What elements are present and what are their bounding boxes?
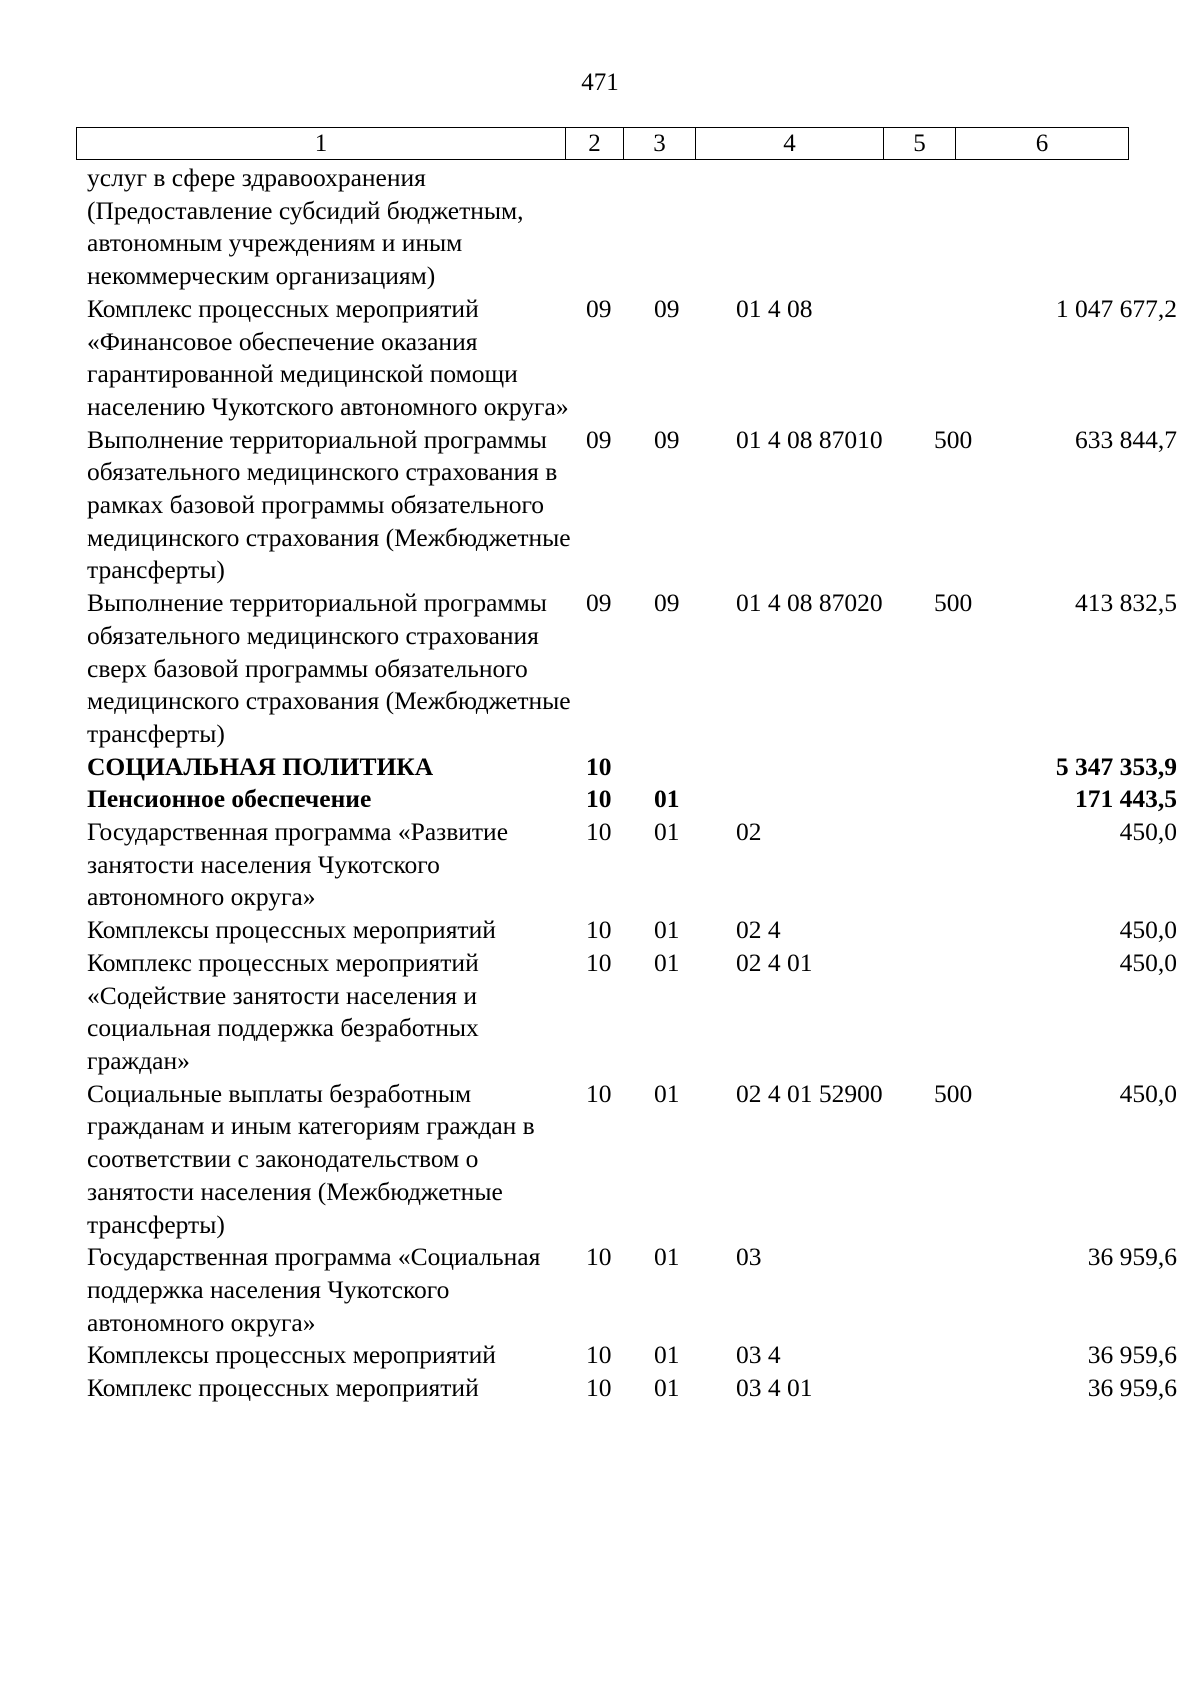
column-header-2: 2 — [566, 128, 624, 160]
table-row — [76, 424, 1188, 588]
row-amount-cell: 171 443,5 — [1075, 784, 1177, 814]
row-subsection-cell: 09 — [654, 293, 680, 323]
row-expense-type-cell — [923, 914, 1005, 947]
row-amount-cell: 36 959,6 — [1087, 1242, 1177, 1272]
row-name-cell: Комплексы процессных мероприятий — [87, 915, 496, 945]
column-header-5: 5 — [884, 128, 956, 160]
row-target-article-cell: 02 4 — [736, 915, 781, 945]
row-subsection-cell: 09 — [654, 588, 680, 618]
row-amount-cell: 450,0 — [1119, 915, 1177, 945]
row-expense-type-cell — [923, 293, 1005, 424]
row-target-article-cell: 03 — [736, 1242, 762, 1272]
row-subsection-cell — [643, 162, 725, 293]
row-amount-cell: 36 959,6 — [1087, 1373, 1177, 1403]
row-expense-type-cell — [923, 783, 1005, 816]
row-name-cell: Комплексы процессных мероприятий — [87, 1340, 496, 1370]
table-row — [76, 587, 1188, 751]
row-expense-type-cell — [923, 1339, 1005, 1372]
row-name-cell: Государственная программа «Развитие занятости населения Чукотского автономного округа» — [87, 817, 509, 912]
row-section-cell: 09 — [586, 293, 612, 323]
row-amount-cell — [1005, 162, 1188, 293]
row-expense-type-cell — [923, 1241, 1005, 1339]
row-target-article-cell — [725, 162, 923, 293]
row-target-article-cell: 02 4 01 52900 — [736, 1078, 883, 1108]
row-subsection-cell: 01 — [654, 1078, 680, 1108]
row-expense-type-cell: 500 — [934, 1078, 973, 1108]
table-row — [76, 783, 1188, 816]
row-name-cell: Комплекс процессных мероприятий — [87, 1373, 479, 1403]
budget-table-body — [76, 162, 1188, 1405]
row-target-article-cell: 03 4 — [736, 1340, 781, 1370]
table-row — [76, 293, 1188, 424]
row-name-cell: Пенсионное обеспечение — [87, 784, 372, 814]
row-section-cell: 10 — [586, 1078, 612, 1108]
row-subsection-cell: 01 — [654, 1340, 680, 1370]
column-header-3: 3 — [624, 128, 696, 160]
table-row — [76, 751, 1188, 784]
row-amount-cell: 450,0 — [1119, 1078, 1177, 1108]
row-expense-type-cell: 500 — [934, 424, 973, 454]
row-name-cell: Социальные выплаты безработным гражданам и иным категориям граждан в соответствии с законодательством о занятости населения (Межбюджетные трансферты) — [87, 1078, 535, 1239]
column-header-1: 1 — [77, 128, 566, 160]
row-expense-type-cell — [923, 816, 1005, 914]
row-subsection-cell: 01 — [654, 817, 680, 847]
row-amount-cell: 36 959,6 — [1087, 1340, 1177, 1370]
row-name-cell: услуг в сфере здравоохранения (Предоставление субсидий бюджетным, автономным учреждениям и иным некоммерческим организациям) — [87, 163, 524, 291]
row-section-cell: 09 — [586, 588, 612, 618]
row-target-article-cell — [725, 783, 923, 816]
row-expense-type-cell — [923, 162, 1005, 293]
row-section-cell: 10 — [586, 947, 612, 977]
row-section-cell: 10 — [586, 751, 612, 781]
row-section-cell: 09 — [586, 424, 612, 454]
row-expense-type-cell — [923, 751, 1005, 784]
row-section-cell: 10 — [586, 915, 612, 945]
row-subsection-cell: 09 — [654, 424, 680, 454]
table-row — [76, 162, 1188, 293]
table-row — [76, 1339, 1188, 1372]
row-subsection-cell: 01 — [654, 784, 680, 814]
row-subsection-cell: 01 — [654, 1242, 680, 1272]
row-section-cell: 10 — [586, 1340, 612, 1370]
page-number: 471 — [581, 69, 619, 96]
row-subsection-cell: 01 — [654, 915, 680, 945]
row-target-article-cell: 02 — [736, 817, 762, 847]
row-subsection-cell — [643, 751, 725, 784]
row-section-cell: 10 — [586, 817, 612, 847]
row-amount-cell: 450,0 — [1119, 817, 1177, 847]
row-target-article-cell: 01 4 08 87010 — [736, 424, 883, 454]
row-name-cell: Комплекс процессных мероприятий «Финансовое обеспечение оказания гарантированной медицинской помощи населению Чукотского автономного округа» — [87, 293, 569, 421]
row-target-article-cell: 01 4 08 — [736, 293, 813, 323]
row-amount-cell: 450,0 — [1119, 947, 1177, 977]
row-name-cell: Государственная программа «Социальная поддержка населения Чукотского автономного округа» — [87, 1242, 541, 1337]
row-name-cell: Выполнение территориальной программы обязательного медицинского страхования в рамках базовой программы обязательного медицинского страхования (Межбюджетные трансферты) — [87, 424, 571, 585]
row-subsection-cell: 01 — [654, 1373, 680, 1403]
row-target-article-cell: 02 4 01 — [736, 947, 813, 977]
table-row — [76, 1078, 1188, 1242]
row-expense-type-cell: 500 — [934, 588, 973, 618]
table-row — [76, 1241, 1188, 1339]
row-subsection-cell: 01 — [654, 947, 680, 977]
row-expense-type-cell — [923, 947, 1005, 1078]
row-expense-type-cell — [923, 1372, 1005, 1405]
row-amount-cell: 5 347 353,9 — [1055, 751, 1177, 781]
table-row — [76, 947, 1188, 1078]
row-target-article-cell: 03 4 01 — [736, 1373, 813, 1403]
table-row — [76, 914, 1188, 947]
row-target-article-cell — [725, 751, 923, 784]
column-header-4: 4 — [696, 128, 884, 160]
row-section-cell: 10 — [586, 1242, 612, 1272]
column-header-table — [76, 127, 1129, 160]
row-amount-cell: 1 047 677,2 — [1055, 293, 1177, 323]
row-section-cell: 10 — [586, 1373, 612, 1403]
column-header-row — [77, 128, 1129, 160]
budget-table — [76, 162, 1188, 1405]
row-amount-cell: 633 844,7 — [1075, 424, 1177, 454]
row-section-cell — [575, 162, 643, 293]
row-target-article-cell: 01 4 08 87020 — [736, 588, 883, 618]
row-section-cell: 10 — [586, 784, 612, 814]
row-name-cell: Выполнение территориальной программы обязательного медицинского страхования сверх базовой программы обязательного медицинского страхования (Межбюджетные трансферты) — [87, 588, 571, 748]
table-row — [76, 816, 1188, 914]
row-amount-cell: 413 832,5 — [1075, 588, 1177, 618]
column-header-6: 6 — [956, 128, 1129, 160]
row-name-cell: СОЦИАЛЬНАЯ ПОЛИТИКА — [87, 751, 434, 781]
table-row — [76, 1372, 1188, 1405]
row-name-cell: Комплекс процессных мероприятий «Содействие занятости населения и социальная поддержка безработных граждан» — [87, 947, 479, 1075]
